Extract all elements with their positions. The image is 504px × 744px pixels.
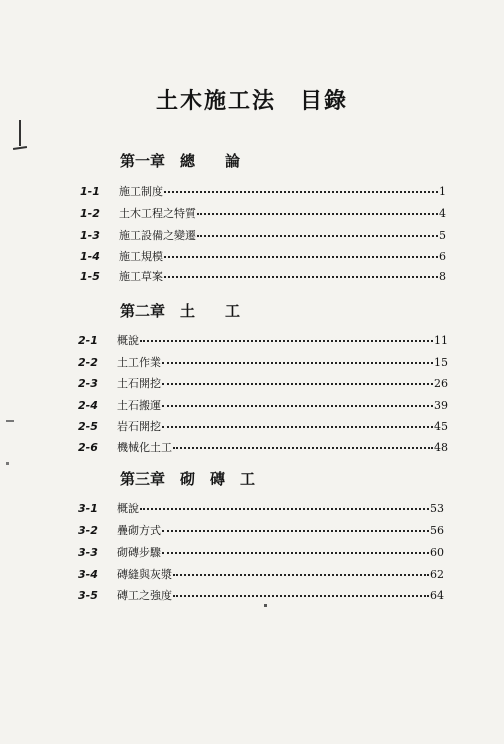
dot-leader	[173, 585, 429, 597]
scan-mark	[6, 420, 14, 422]
entry-title: 機械化土工	[117, 441, 172, 454]
entry-page: 48	[434, 441, 448, 454]
entry-page: 53	[430, 502, 444, 515]
dot-leader	[162, 352, 433, 364]
entry-title: 施工草案	[119, 270, 163, 283]
scan-mark	[264, 604, 267, 607]
entry-title: 岩石開挖	[117, 420, 161, 433]
toc-entry	[78, 587, 444, 605]
scan-mark	[19, 120, 21, 146]
entry-title: 施工制度	[119, 185, 163, 198]
entry-number: 2-6	[78, 441, 98, 454]
entry-page: 11	[434, 334, 448, 347]
scan-mark	[6, 462, 9, 465]
dot-leader	[164, 246, 438, 258]
toc-entry	[78, 566, 444, 584]
entry-number: 3-5	[78, 589, 98, 602]
entry-page: 45	[434, 420, 448, 433]
entry-number: 2-4	[78, 399, 98, 412]
entry-title: 施工規模	[119, 250, 163, 263]
chapter-3-heading: 第三章 砌 磚 工	[120, 470, 256, 488]
toc-entry	[80, 227, 446, 245]
entry-title: 疊砌方式	[117, 524, 161, 537]
dot-leader	[140, 498, 429, 510]
toc-entry	[80, 268, 446, 286]
entry-number: 1-1	[80, 185, 100, 198]
toc-entry	[78, 522, 444, 540]
toc-entry	[78, 397, 448, 415]
entry-title: 磚工之強度	[117, 589, 172, 602]
entry-number: 1-5	[80, 270, 100, 283]
entry-number: 3-1	[78, 502, 98, 515]
entry-title: 概說	[117, 334, 139, 347]
dot-leader	[140, 330, 433, 342]
entry-page: 64	[430, 589, 444, 602]
entry-title: 土工作業	[117, 356, 161, 369]
entry-page: 56	[430, 524, 444, 537]
entry-number: 2-5	[78, 420, 98, 433]
scan-mark	[13, 146, 27, 150]
dot-leader	[173, 564, 429, 576]
entry-number: 1-3	[80, 229, 100, 242]
entry-page: 60	[430, 546, 444, 559]
entry-title: 磚縫與灰漿	[117, 568, 172, 581]
dot-leader	[162, 373, 433, 385]
entry-page: 15	[434, 356, 448, 369]
toc-entry	[78, 418, 448, 436]
page-title: 土木施工法 目錄	[155, 88, 348, 114]
entry-page: 26	[434, 377, 448, 390]
entry-number: 3-3	[78, 546, 98, 559]
toc-entry	[78, 544, 444, 562]
toc-entry	[78, 500, 444, 518]
dot-leader	[162, 416, 433, 428]
dot-leader	[164, 181, 438, 193]
toc-entry	[78, 375, 448, 393]
entry-title: 概說	[117, 502, 139, 515]
entry-number: 1-4	[80, 250, 100, 263]
dot-leader	[197, 203, 438, 215]
toc-entry	[78, 439, 448, 457]
toc-entry	[78, 354, 448, 372]
dot-leader	[162, 542, 429, 554]
entry-page: 1	[439, 185, 446, 198]
dot-leader	[162, 520, 429, 532]
entry-number: 2-2	[78, 356, 98, 369]
entry-number: 1-2	[80, 207, 100, 220]
entry-page: 39	[434, 399, 448, 412]
entry-number: 3-4	[78, 568, 98, 581]
dot-leader	[173, 437, 433, 449]
entry-title: 土石搬運	[117, 399, 161, 412]
entry-page: 5	[439, 229, 446, 242]
entry-title: 土木工程之特質	[119, 207, 196, 220]
toc-entry	[80, 248, 446, 266]
entry-title: 施工設備之變遷	[119, 229, 196, 242]
entry-title: 砌磚步驟	[117, 546, 161, 559]
toc-entry	[78, 332, 448, 350]
entry-number: 3-2	[78, 524, 98, 537]
entry-page: 62	[430, 568, 444, 581]
entry-number: 2-1	[78, 334, 98, 347]
dot-leader	[197, 225, 438, 237]
toc-entry	[80, 183, 446, 201]
chapter-1-heading: 第一章 總 論	[120, 152, 241, 170]
toc-entry	[80, 205, 446, 223]
entry-page: 6	[439, 250, 446, 263]
dot-leader	[164, 266, 438, 278]
entry-page: 4	[439, 207, 446, 220]
entry-page: 8	[439, 270, 446, 283]
chapter-2-heading: 第二章 土 工	[120, 302, 241, 320]
entry-title: 土石開挖	[117, 377, 161, 390]
entry-number: 2-3	[78, 377, 98, 390]
dot-leader	[162, 395, 433, 407]
